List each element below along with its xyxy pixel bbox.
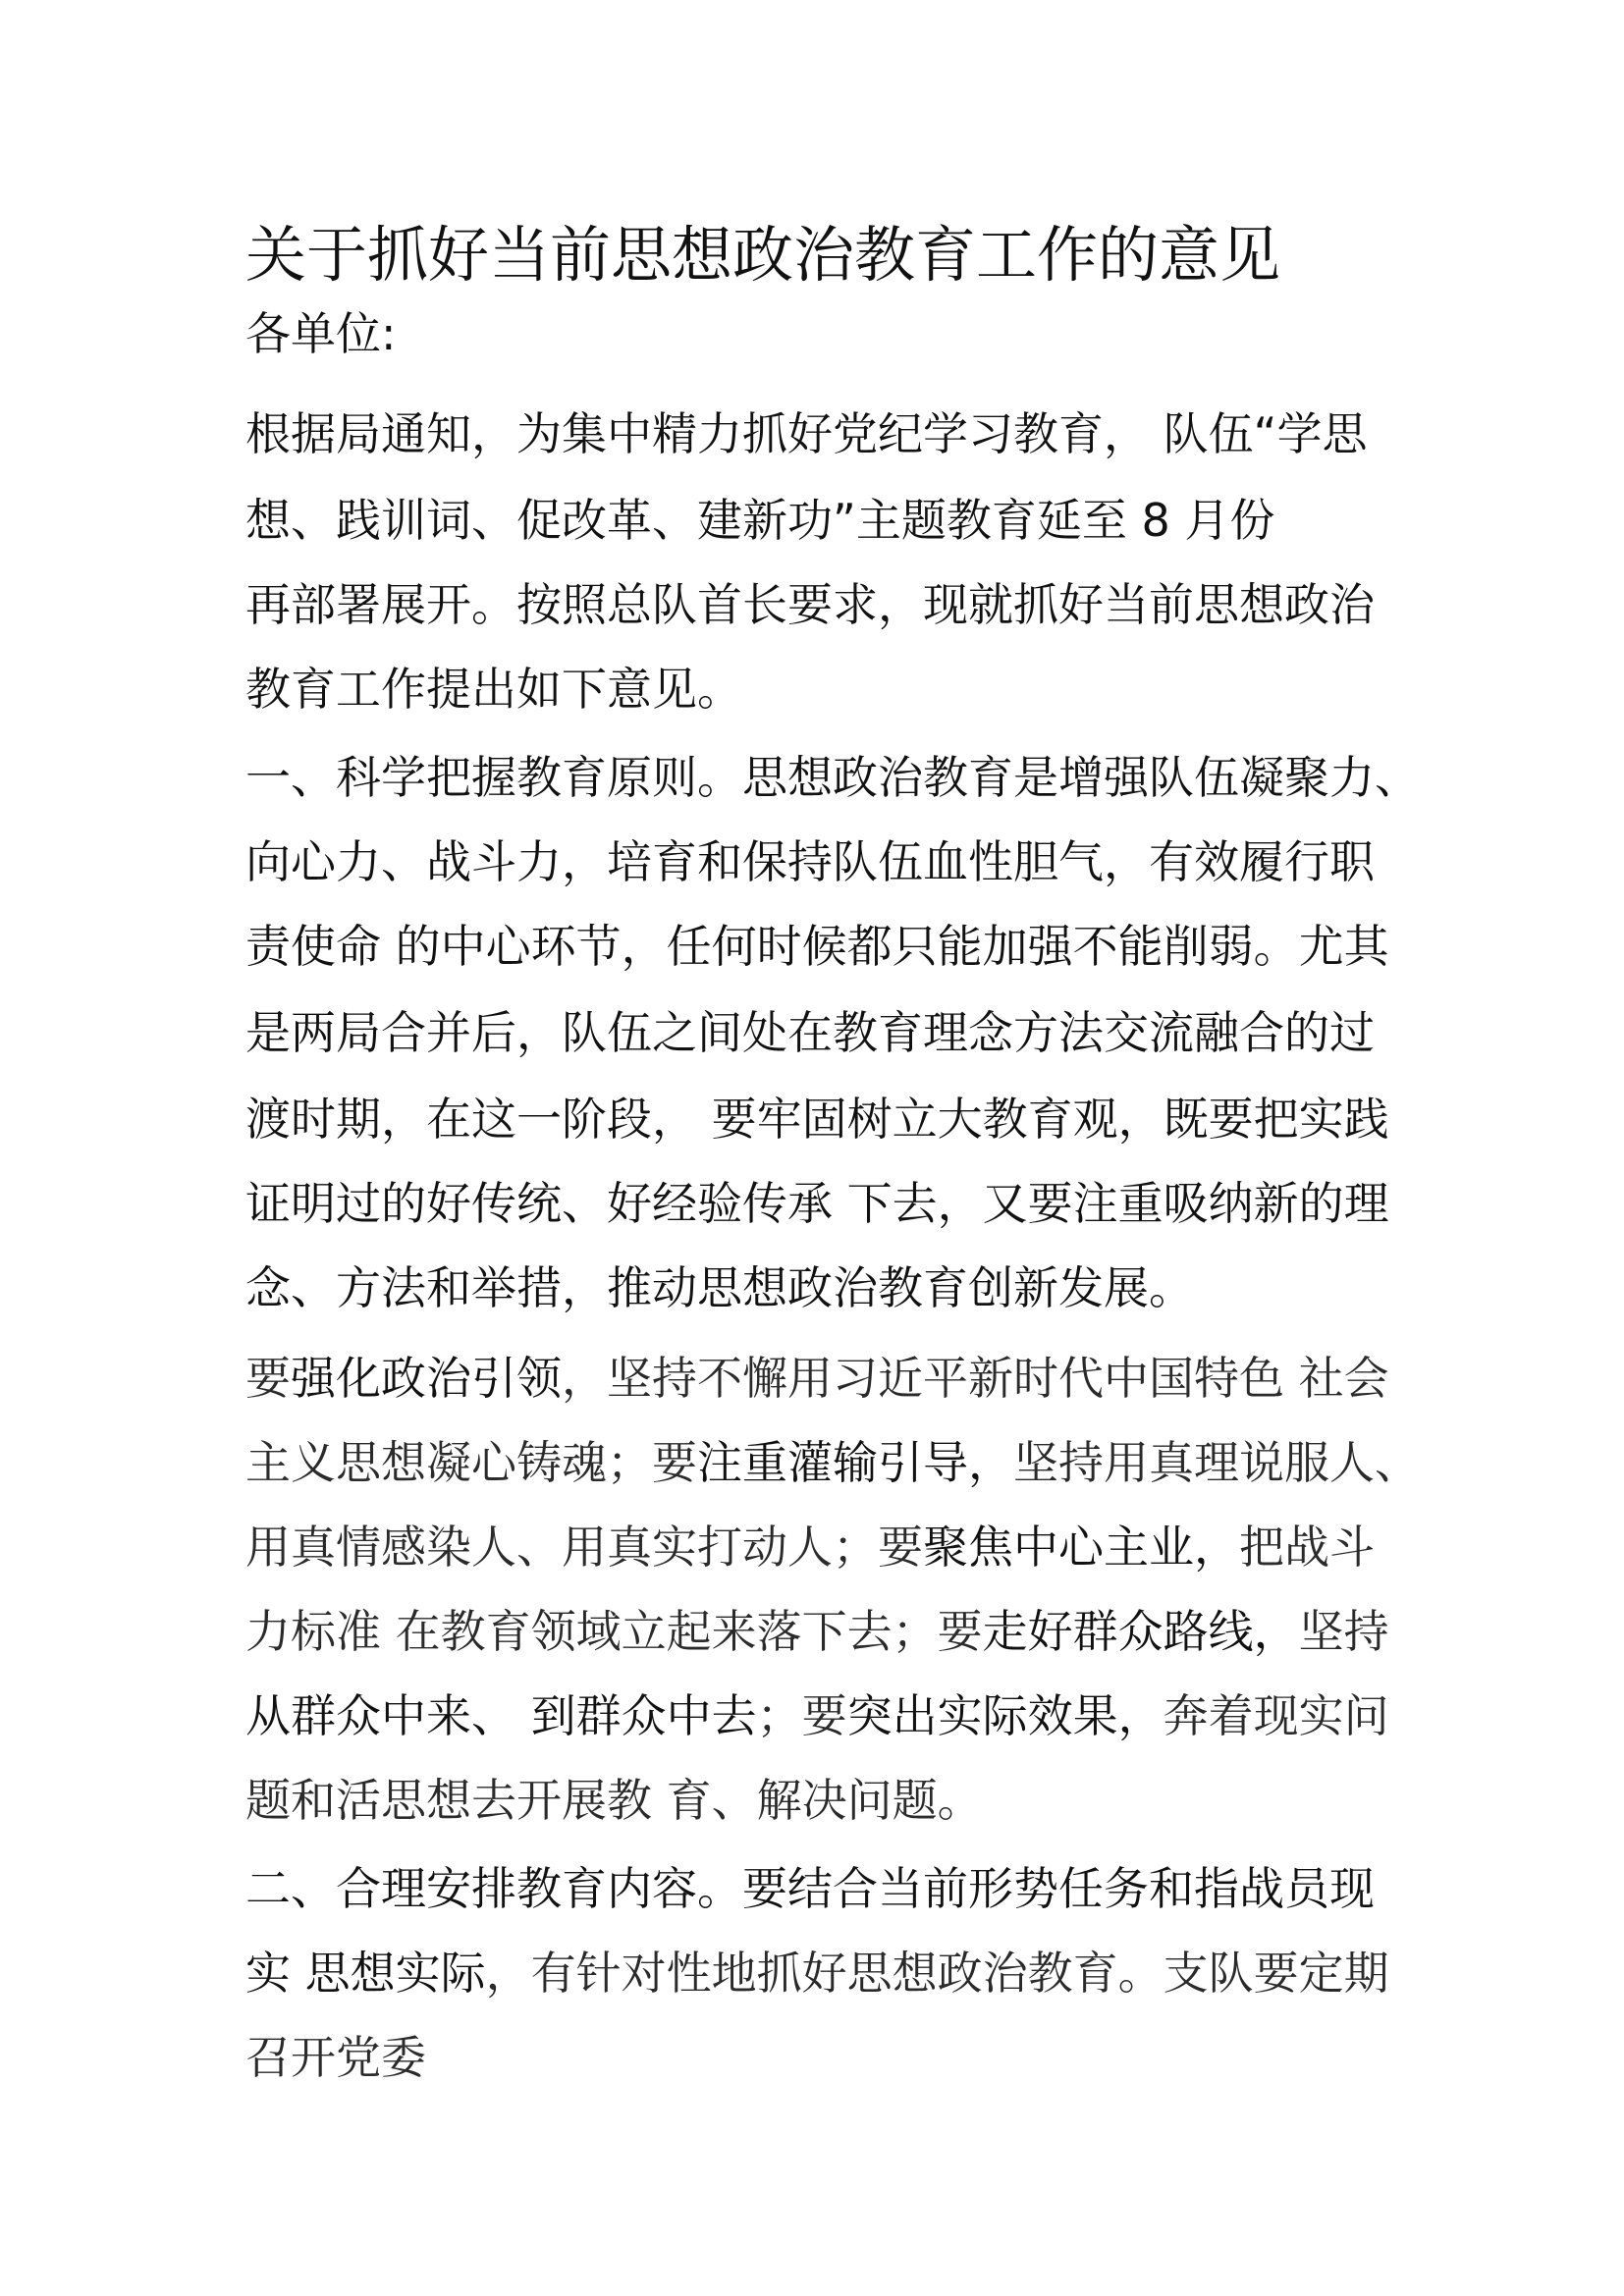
para2-line: [245, 1518, 1375, 1576]
para2-line: [245, 1433, 1420, 1492]
intro-line: 想、践训词、促改革、建新功”主题教育延至 8 月份: [245, 494, 1275, 547]
para2-highlight: 强化政治引领: [291, 1352, 562, 1405]
para2-text: 用真情感染人、用真实打动人；要: [245, 1521, 923, 1574]
para2-text: ，: [1253, 1605, 1299, 1658]
document-title: 关于抓好当前思想政治教育工作的意见: [245, 219, 1281, 291]
section1-line: 一、科学把握教育原则。思想政治教育是增强队伍凝聚力、: [245, 751, 1420, 804]
para2-text: ；要: [756, 1689, 847, 1742]
section2-highlight: 实 思想实际: [245, 1947, 486, 2000]
section1-line: 念、方法和举措，推动思想政治教育创新发展。: [245, 1261, 1194, 1314]
para2-text: ，: [968, 1436, 1013, 1489]
para2-text: ，: [1194, 1521, 1239, 1574]
para2-text: 奔着现实问: [1163, 1689, 1389, 1742]
para2-text: ，: [1117, 1689, 1164, 1742]
para2-text: 坚持: [1298, 1605, 1389, 1658]
para2-text: 坚持用真理说服人、: [1013, 1436, 1420, 1489]
para2-highlight: 走好群众路线: [982, 1605, 1254, 1658]
para2-highlight: 聚焦中心主业: [923, 1521, 1194, 1574]
section1-line: 责使命 的中心环节，任何时候都只能加强不能削弱。尤其: [245, 920, 1389, 973]
section1-line: 渡时期，在这一阶段， 要牢固树立大教育观，既要把实践: [245, 1093, 1389, 1146]
section1-line: 是两局合并后，队伍之间处在教育理念方法交流融合的过: [245, 1006, 1375, 1059]
section2-line: 召开党委: [245, 2031, 426, 2084]
para2-text: ，坚持不懈用习近平新时代中国特色 社会: [562, 1352, 1389, 1405]
section2-text: ，有针对性地抓好思想政治教育。支队要定期: [485, 1947, 1389, 2000]
section2-line: 二、合理安排教育内容。要结合当前形势任务和指战员现: [245, 1862, 1375, 1915]
para2-line: [245, 1602, 1389, 1661]
para2-line: [245, 1686, 1389, 1745]
salutation: 各单位:: [245, 307, 397, 360]
section1-line: 证明过的好传统、好经验传承 下去，又要注重吸纳新的理: [245, 1177, 1389, 1230]
para2-line: [245, 1349, 1389, 1408]
para2-line: [245, 1771, 983, 1830]
para2-highlight: 从群众中来、 到群众中去: [245, 1689, 757, 1742]
para2-text: 力标准 在教育领域立起来落下去；要: [245, 1605, 983, 1658]
intro-line: 再部署展开。按照总队首长要求，现就抓好当前思想政治: [245, 578, 1375, 631]
para2-text: 题和活思想去开展教 育、解决问题。: [245, 1774, 983, 1827]
section2-line: [245, 1944, 1389, 2002]
intro-line: 教育工作提出如下意见。: [245, 663, 742, 716]
intro-line: 根据局通知，为集中精力抓好党纪学习教育， 队伍“学思: [245, 407, 1368, 460]
para2-text: 要: [245, 1352, 291, 1405]
para2-highlight: 注重灌输引导: [697, 1436, 968, 1489]
para2-text: 把战斗: [1239, 1521, 1375, 1574]
para2-text: 主义思想凝心铸魂；要: [245, 1436, 697, 1489]
para2-highlight: 突出实际效果: [846, 1689, 1118, 1742]
section1-line: 向心力、战斗力，培育和保持队伍血性胆气，有效履行职: [245, 835, 1375, 888]
